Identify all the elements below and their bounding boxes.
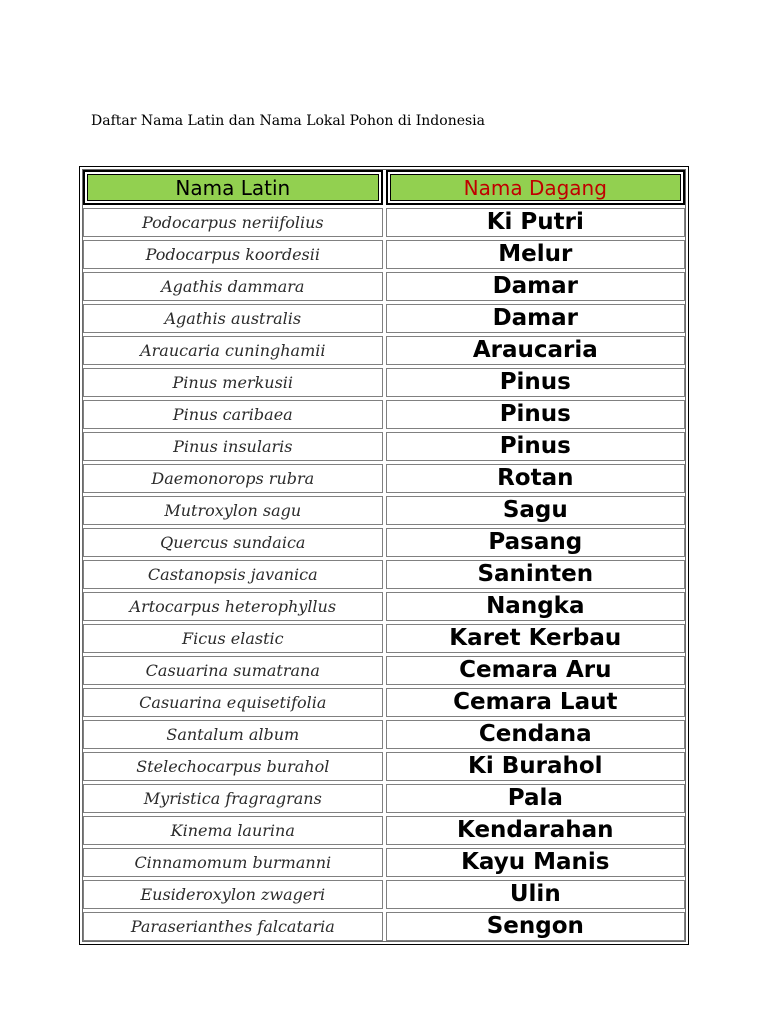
latin-name-cell: Castanopsis javanica	[83, 560, 383, 589]
table-row	[83, 464, 685, 493]
trade-name-cell: Cendana	[386, 720, 685, 749]
latin-name-cell: Artocarpus heterophyllus	[83, 592, 383, 621]
table-row	[83, 656, 685, 685]
table-row	[83, 816, 685, 845]
table-row	[83, 496, 685, 525]
trade-name-cell: Pinus	[386, 368, 685, 397]
table-row	[83, 624, 685, 653]
latin-name-cell: Myristica fragragrans	[83, 784, 383, 813]
trade-name-cell: Rotan	[386, 464, 685, 493]
table-header-row	[83, 170, 685, 205]
table-row	[83, 784, 685, 813]
table-row	[83, 304, 685, 333]
trade-name-cell: Kayu Manis	[386, 848, 685, 877]
latin-name-cell: Stelechocarpus burahol	[83, 752, 383, 781]
trade-name-cell: Pala	[386, 784, 685, 813]
table-row	[83, 432, 685, 461]
latin-name-cell: Paraserianthes falcataria	[83, 912, 383, 941]
latin-name-cell: Quercus sundaica	[83, 528, 383, 557]
trade-name-cell: Pinus	[386, 400, 685, 429]
latin-name-cell: Agathis dammara	[83, 272, 383, 301]
table-row	[83, 880, 685, 909]
table-row	[83, 592, 685, 621]
trade-name-cell: Nangka	[386, 592, 685, 621]
trade-name-cell: Ulin	[386, 880, 685, 909]
table-row	[83, 848, 685, 877]
table-row	[83, 400, 685, 429]
latin-name-cell: Mutroxylon sagu	[83, 496, 383, 525]
trade-name-cell: Melur	[386, 240, 685, 269]
document-title: Daftar Nama Latin dan Nama Lokal Pohon di Indonesia	[91, 113, 486, 129]
latin-name-cell: Daemonorops rubra	[83, 464, 383, 493]
trade-name-cell: Kendarahan	[386, 816, 685, 845]
table-body	[83, 208, 685, 941]
table-row	[83, 272, 685, 301]
latin-name-cell: Agathis australis	[83, 304, 383, 333]
table-row	[83, 752, 685, 781]
table-row	[83, 720, 685, 749]
trade-name-cell: Damar	[386, 272, 685, 301]
header-nama-dagang: Nama Dagang	[386, 170, 685, 205]
trade-name-cell: Karet Kerbau	[386, 624, 685, 653]
trade-name-cell: Sengon	[386, 912, 685, 941]
trade-name-cell: Araucaria	[386, 336, 685, 365]
latin-name-cell: Kinema laurina	[83, 816, 383, 845]
table-row	[83, 368, 685, 397]
latin-name-cell: Pinus merkusii	[83, 368, 383, 397]
trade-name-cell: Ki Putri	[386, 208, 685, 237]
tree-names-table	[79, 166, 689, 945]
table-row	[83, 240, 685, 269]
latin-name-cell: Araucaria cuninghamii	[83, 336, 383, 365]
trade-name-cell: Sagu	[386, 496, 685, 525]
latin-name-cell: Podocarpus neriifolius	[83, 208, 383, 237]
table-row	[83, 912, 685, 941]
header-nama-latin: Nama Latin	[83, 170, 383, 205]
latin-name-cell: Casuarina sumatrana	[83, 656, 383, 685]
latin-name-cell: Podocarpus koordesii	[83, 240, 383, 269]
trade-name-cell: Saninten	[386, 560, 685, 589]
trade-name-cell: Damar	[386, 304, 685, 333]
trade-name-cell: Ki Burahol	[386, 752, 685, 781]
trade-name-cell: Pinus	[386, 432, 685, 461]
table-row	[83, 560, 685, 589]
latin-name-cell: Casuarina equisetifolia	[83, 688, 383, 717]
table-row	[83, 208, 685, 237]
latin-name-cell: Pinus caribaea	[83, 400, 383, 429]
latin-name-cell: Cinnamomum burmanni	[83, 848, 383, 877]
trade-name-cell: Pasang	[386, 528, 685, 557]
latin-name-cell: Santalum album	[83, 720, 383, 749]
table-row	[83, 336, 685, 365]
latin-name-cell: Eusideroxylon zwageri	[83, 880, 383, 909]
latin-name-cell: Ficus elastic	[83, 624, 383, 653]
trade-name-cell: Cemara Aru	[386, 656, 685, 685]
table-row	[83, 688, 685, 717]
latin-name-cell: Pinus insularis	[83, 432, 383, 461]
trade-name-cell: Cemara Laut	[386, 688, 685, 717]
table-row	[83, 528, 685, 557]
